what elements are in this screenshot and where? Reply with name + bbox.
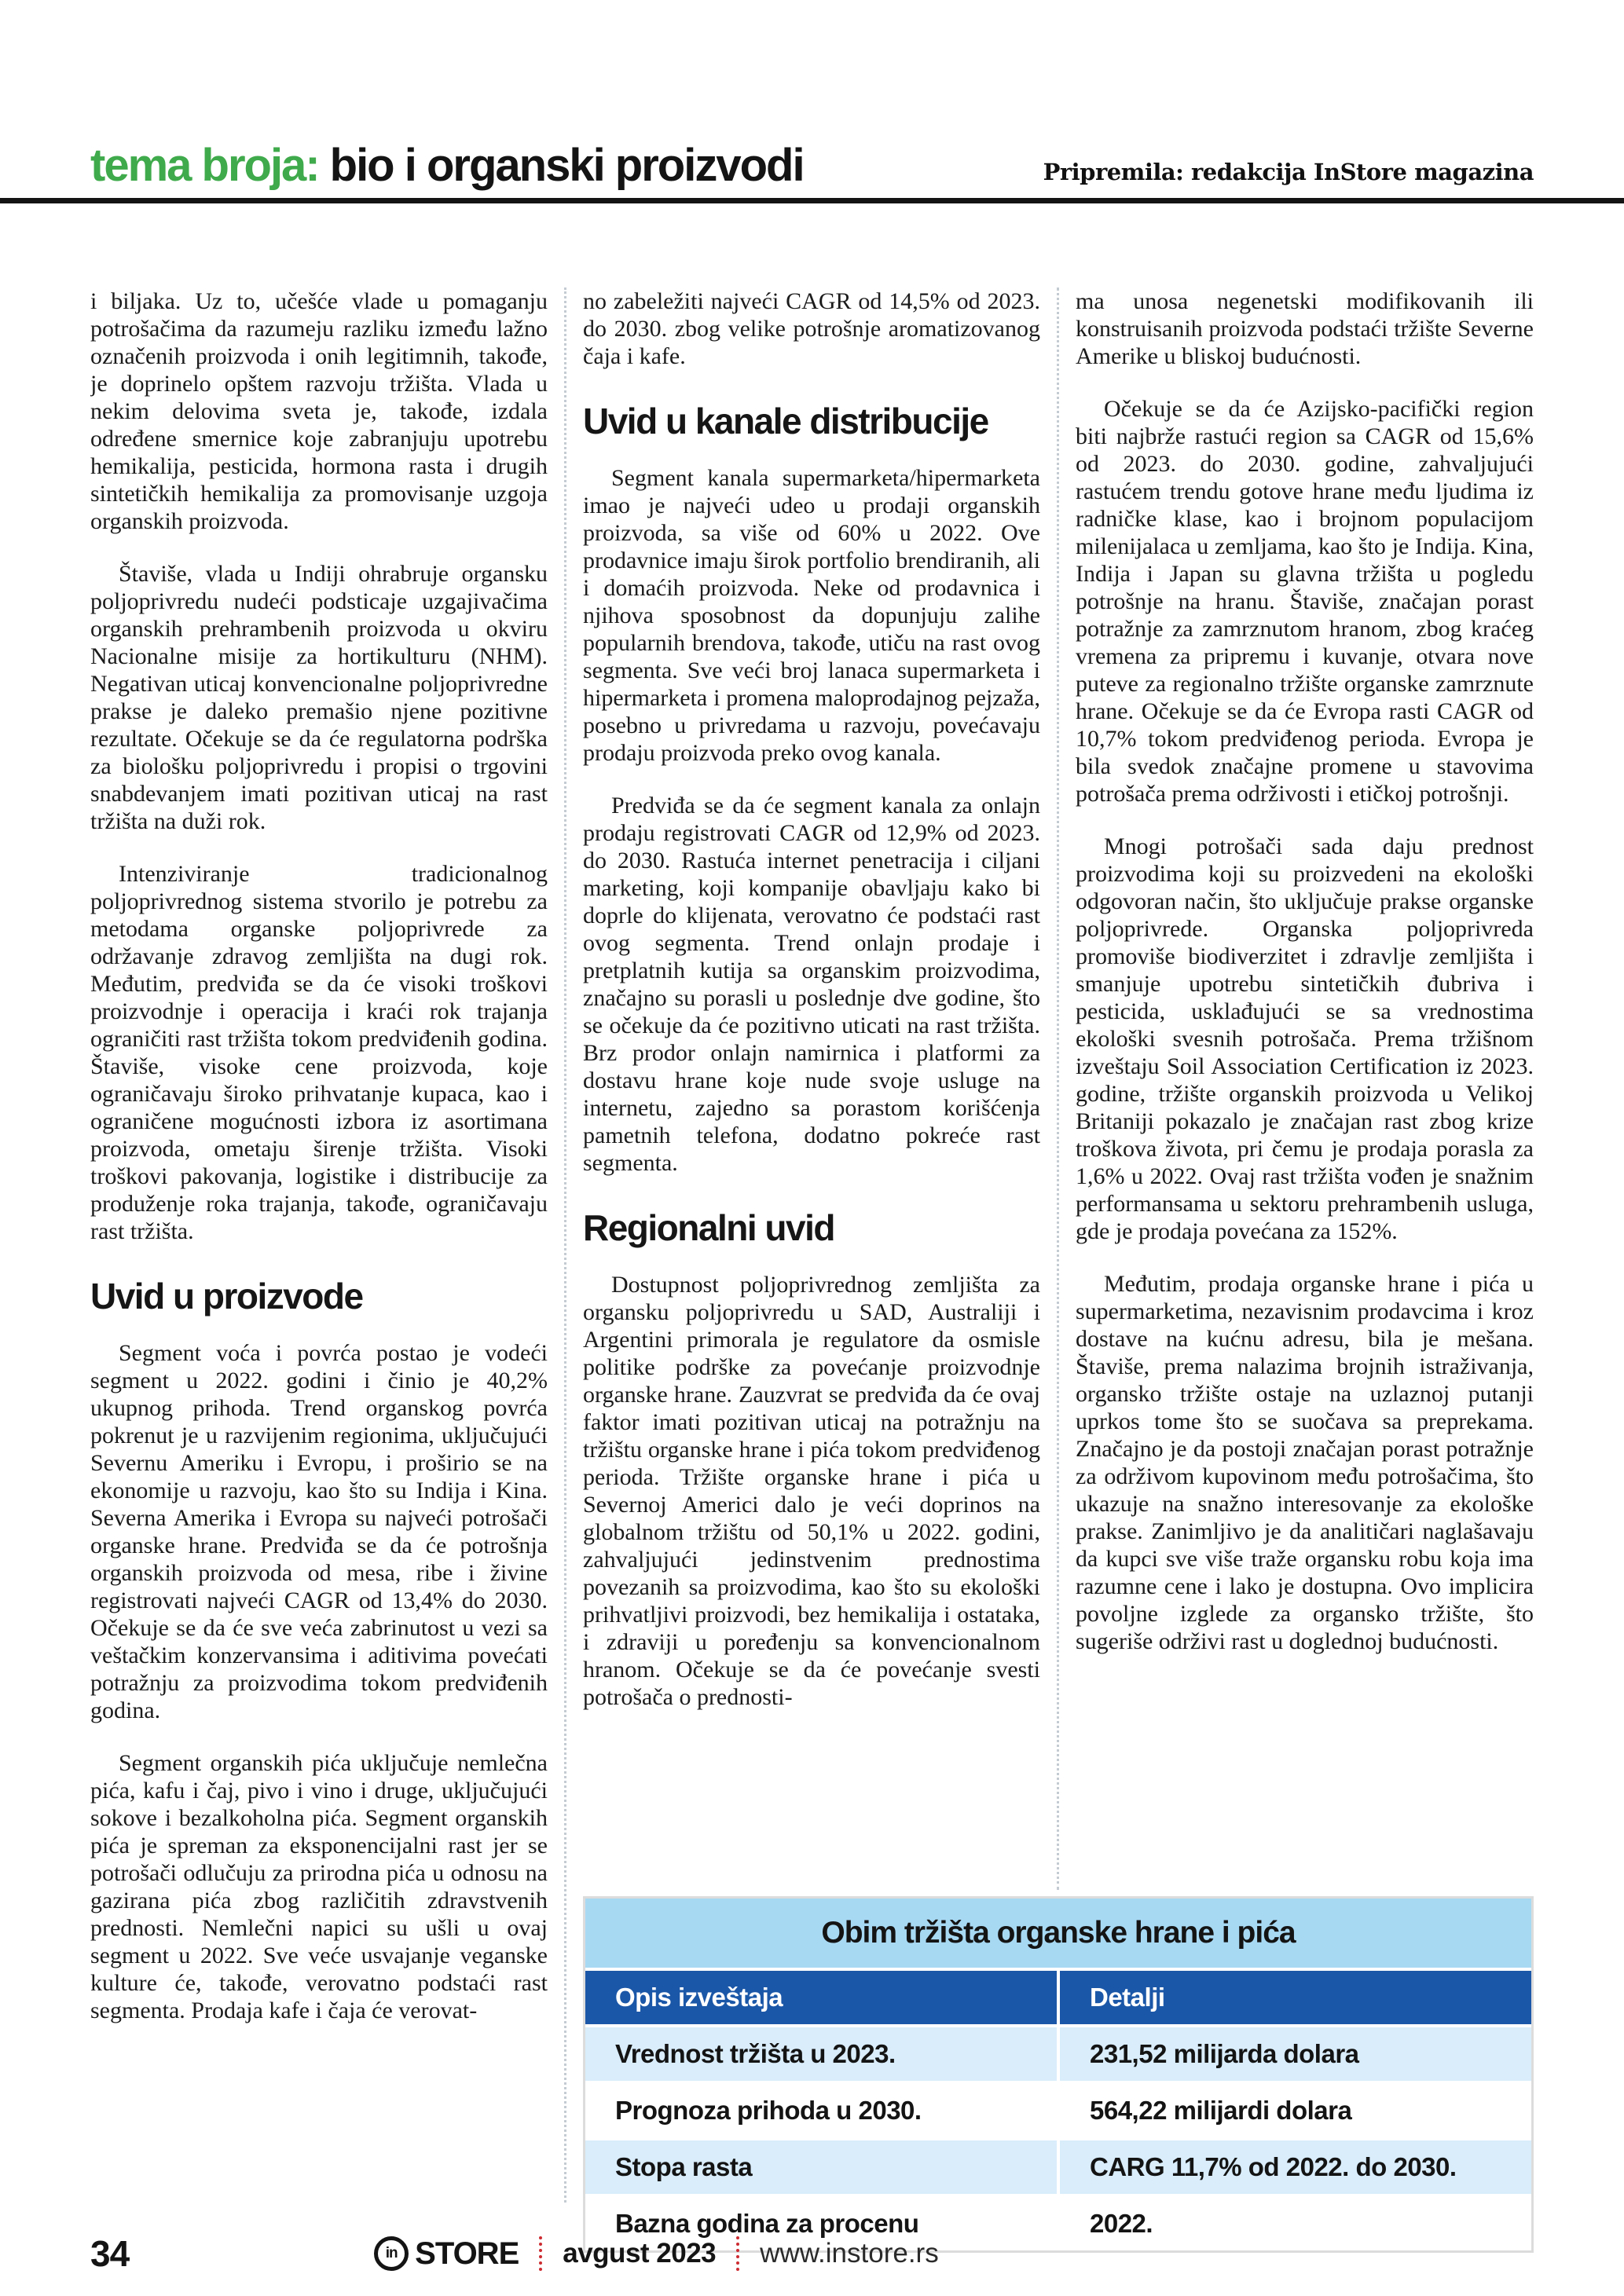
column-3 xyxy=(1076,287,1534,1896)
table-cell-label: Prognoza prihoda u 2030. xyxy=(585,2084,1057,2137)
page-footer xyxy=(90,2229,1534,2278)
column-1 xyxy=(90,287,548,2253)
header-rule xyxy=(0,198,1624,203)
body-paragraph: Segment organskih pića uključuje nemlečna pića, kafu i čaj, pivo i vino i druge, uključujući sokove i bezalkoholna pića. Segment organskih pića je spreman za eksponencijalni rast jer se potrošači odlučuju za prirodna pića u odnosu na gazirana pića zbog različitih zdravstvenih prednosti. Nemlečni napici su ušli u ovaj segment u 2022. Sve veće usvajanje veganske kulture će, takođe, verovatno podstaći rast segmenta. Prodaja kafe i čaja će verovat- xyxy=(90,1750,548,2023)
section-heading-regional: Regionalni uvid xyxy=(583,1207,834,1248)
website-link[interactable]: www.instore.rs xyxy=(760,2238,939,2269)
body-paragraph: no zabeležiti najveći CAGR od 14,5% od 2023. do 2030. zbog velike potrošnje aromatizovanog čaja i kafe. xyxy=(583,288,1040,369)
footer-divider xyxy=(539,2236,542,2271)
page-title: bio i organski proizvodi xyxy=(329,140,804,191)
column-2 xyxy=(583,287,1040,1896)
body-paragraph: Mnogi potrošači sada daju prednost proizvodima koji su proizvedeni na ekološki odgovoran način, što uključuje prakse organske poljoprivrede. Organska poljoprivreda promoviše biodiverzitet i zdravlje zemljišta i smanjuje upotrebu sintetičkih đubriva i pesticida, usklađujući se sa vrednostima ekološki svesnih potrošača. Prema tržišnom izveštaju Soil Association Certification iz 2023. godine, tržište organskih proizvoda u Velikoj Britaniji pokazalo je značajan rast zbog krize troškova života, pri čemu je prodaja porasla za 1,6% u 2022. Ovaj rast tržišta vođen je snažnim performansama u sektoru prehrambenih usluga, gde je prodaja povećana za 152%. xyxy=(1076,833,1534,1244)
instore-logo-icon: in xyxy=(374,2236,409,2271)
table-cell-value: 2022. xyxy=(1060,2197,1531,2250)
table-cell-value: CARG 11,7% od 2022. do 2030. xyxy=(1060,2140,1531,2194)
table-header-row xyxy=(585,1971,1531,2024)
issue-date: avgust 2023 xyxy=(563,2238,717,2269)
table-cell-value: 231,52 milijarda dolara xyxy=(1060,2027,1531,2081)
table-cell-label: Vrednost tržišta u 2023. xyxy=(585,2027,1057,2081)
table-row xyxy=(585,2084,1531,2137)
table-row xyxy=(585,2027,1531,2081)
byline: Pripremila: redakcija InStore magazina xyxy=(1043,159,1534,185)
body-paragraph: ma unosa negenetski modifikovanih ili konstruisanih proizvoda podstaći tržište Severne Amerike u bliskoj budućnosti. xyxy=(1076,288,1534,369)
page-header xyxy=(90,101,1534,189)
topic-headline xyxy=(90,140,804,191)
table-header-description: Opis izveštaja xyxy=(585,1971,1057,2024)
table-title: Obim tržišta organske hrane i pića xyxy=(585,1899,1531,1968)
market-size-table xyxy=(583,1896,1534,2253)
footer-brand xyxy=(374,2236,939,2272)
table-row xyxy=(585,2140,1531,2194)
table-header-details: Detalji xyxy=(1060,1971,1531,2024)
table-cell-value: 564,22 milijardi dolara xyxy=(1060,2084,1531,2137)
body-paragraph: Štaviše, vlada u Indiji ohrabruje organsku poljoprivredu nudeći podsticaje uzgajivačima organskih prehrambenih proizvoda u okviru Nacionalne misije za hortikulturu (NHM). Negativan uticaj konvencionalne poljoprivredne prakse je daleko premašio njene pozitivne rezultate. Očekuje se da će regulatorna podrška za biološku poljoprivredu i propisi o trgovini snabdevanjem imati pozitivan uticaj na rast tržišta na duži rok. xyxy=(90,561,548,834)
table-cell-label: Stopa rasta xyxy=(585,2140,1057,2194)
footer-divider xyxy=(736,2236,739,2271)
section-heading-products: Uvid u proizvode xyxy=(90,1276,363,1316)
body-paragraph: Intenziviranje tradicionalnog poljoprivrednog sistema stvorilo je potrebu za metodama organske poljoprivrede za održavanje zdravog zemljišta na dugi rok. Međutim, predviđa se da će visoki troškovi proizvodnje i operacija i kraći rok trajanja ograničiti rast tržišta tokom predviđenih godina. Štaviše, visoke cene proizvoda, koje ograničavaju široko prihvatanje kupaca, kao i ograničene mogućnosti izbora iz asortimana proizvoda, ometaju širenje tržišta. Visoki troškovi pakovanja, logistike i distribucije za produženje roka trajanja, takođe, ograničavaju rast tržišta. xyxy=(90,861,548,1244)
data-table xyxy=(583,1896,1534,2253)
page-number: 34 xyxy=(90,2233,130,2274)
body-paragraph: Segment voća i povrća postao je vodeći segment u 2022. godini i činio je 40,2% ukupnog prihoda. Trend organskog povrća pokrenut je u razvijenim regionima, uključujući Severnu Ameriku i Evropu, i proširio se na ekonomije u razvoju, kao što su Indija i Kina. Severna Amerika i Evropa su najveći potrošači organske hrane. Predviđa se da će potrošnja organskih proizvoda od mesa, ribe i živine registrovati najveći CAGR od 13,4% do 2030. Očekuje se da će sve veća zabrinutost u vezi sa veštačkim konzervansima i aditivima povećati potražnju za proizvodima tokom predviđenih godina. xyxy=(90,1340,548,1723)
kicker: tema broja: xyxy=(90,140,319,191)
body-paragraph: Međutim, prodaja organske hrane i pića u supermarketima, nezavisnim prodavcima i kroz dostave na kućnu adresu, bila je mešana. Štaviše, prema nalazima brojnih istraživanja, organsko tržište ostaje na uzlaznoj putanji uprkos tome što se suočava sa preprekama. Značajno je da postoji značajan porast potražnje za održivom kupovinom među potrošačima, što ukazuje na snažno interesovanje za ekološke prakse. Zanimljivo je da analitičari naglašavaju da kupci sve više traže organsku robu koja ima razumne cene i lako je dostupna. Ovo implicira povoljne izglede za organsko tržište, što sugeriše održivi rast u doglednoj budućnosti. xyxy=(1076,1271,1534,1654)
body-paragraph: Očekuje se da će Azijsko-pacifički region biti najbrže rastući region sa CAGR od 15,6% od 2023. do 2030. godine, zahvaljujući rastućem trendu gotove hrane među ljudima iz radničke klase, kao i brojnom populacijom milenijalaca u zemljama, kao što je Indija. Kina, Indija i Japan su glavna tržišta u pogledu potrošnje na hranu. Štaviše, značajan porast potražnje za zamrznutom hranom, zbog kraćeg vremena za pripremu i kuvanje, otvara nove puteve za regionalno tržište organske zamrznute hrane. Očekuje se da će Evropa rasti CAGR od 10,7% tokom predviđenog perioda. Evropa je bila svedok značajne promene u stavovima potrošača prema održivosti i etičkoj potrošnji. xyxy=(1076,396,1534,807)
body-paragraph: Dostupnost poljoprivrednog zemljišta za organsku poljoprivredu u SAD, Australiji i Argentini primorala je regulatore da osmisle politike podrške za povećanje proizvodnje organske hrane. Zauzvrat se predviđa da će ovaj faktor imati pozitivan uticaj na potražnju na tržištu organske hrane i pića tokom predviđenog perioda. Tržište organske hrane i pića u Severnoj Americi dalo je veći doprinos na globalnom tržištu od 50,1% u 2022. godini, zahvaljujući jedinstvenim prednostima povezanih sa proizvodima, kao što su ekološki prihvatljivi proizvodi, bez hemikalija i ostataka, i zdraviji u poređenju sa konvencionalnom hranom. Očekuje se da će povećanje svesti potrošača o prednosti- xyxy=(583,1272,1040,1710)
instore-logo-text: STORE xyxy=(415,2236,519,2271)
body-paragraph: i biljaka. Uz to, učešće vlade u pomaganju potrošačima da razumeju razliku između lažno označenih proizvoda i onih legitimnih, takođe, je doprinelo opštem razvoju tržišta. Vlada u nekim delovima sveta je, takođe, izdala određene smernice koje zabranjuju upotrebu hemikalija, pesticida, hormona rasta i drugih sintetičkih hemikalija za promovisanje uzgoja organskih proizvoda. xyxy=(90,288,548,534)
body-paragraph: Predviđa se da će segment kanala za onlajn prodaju registrovati CAGR od 12,9% od 2023. do 2030. Rastuća internet penetracija i ciljani marketing, koji kompanije obavljaju kako bi doprle do klijenata, verovatno će podstaći rast ovog segmenta. Trend onlajn prodaje i pretplatnih kutija sa organskim proizvodima, značajno su porasli u poslednje dve godine, što se očekuje da će pozitivno uticati na rast tržišta. Brz prodor onlajn namirnica i platformi za dostavu hrane koje nude svoje usluge na internetu, zajedno sa porastom korišćenja pametnih telefona, dodatno pokreće rast segmenta. xyxy=(583,793,1040,1176)
table-cell-label: Bazna godina za procenu xyxy=(585,2197,1057,2250)
section-heading-distribution: Uvid u kanale distribucije xyxy=(583,401,988,441)
article-body xyxy=(90,287,1534,2253)
body-paragraph: Segment kanala supermarketa/hipermarketa imao je najveći udeo u prodaji organskih proizvoda, sa više od 60% u 2022. Ove prodavnice imaju širok portfolio brendiranih, ali i domaćih proizvoda. Neke od prodavnica i njihova sposobnost da dopunjuju zalihe popularnih brendova, takođe, utiču na rast ovog segmenta. Sve veći broj lanaca supermarketa i hipermarketa i promena maloprodajnog pejzaža, posebno u privredama u razvoju, povećavaju prodaju proizvoda preko ovog kanala. xyxy=(583,465,1040,766)
